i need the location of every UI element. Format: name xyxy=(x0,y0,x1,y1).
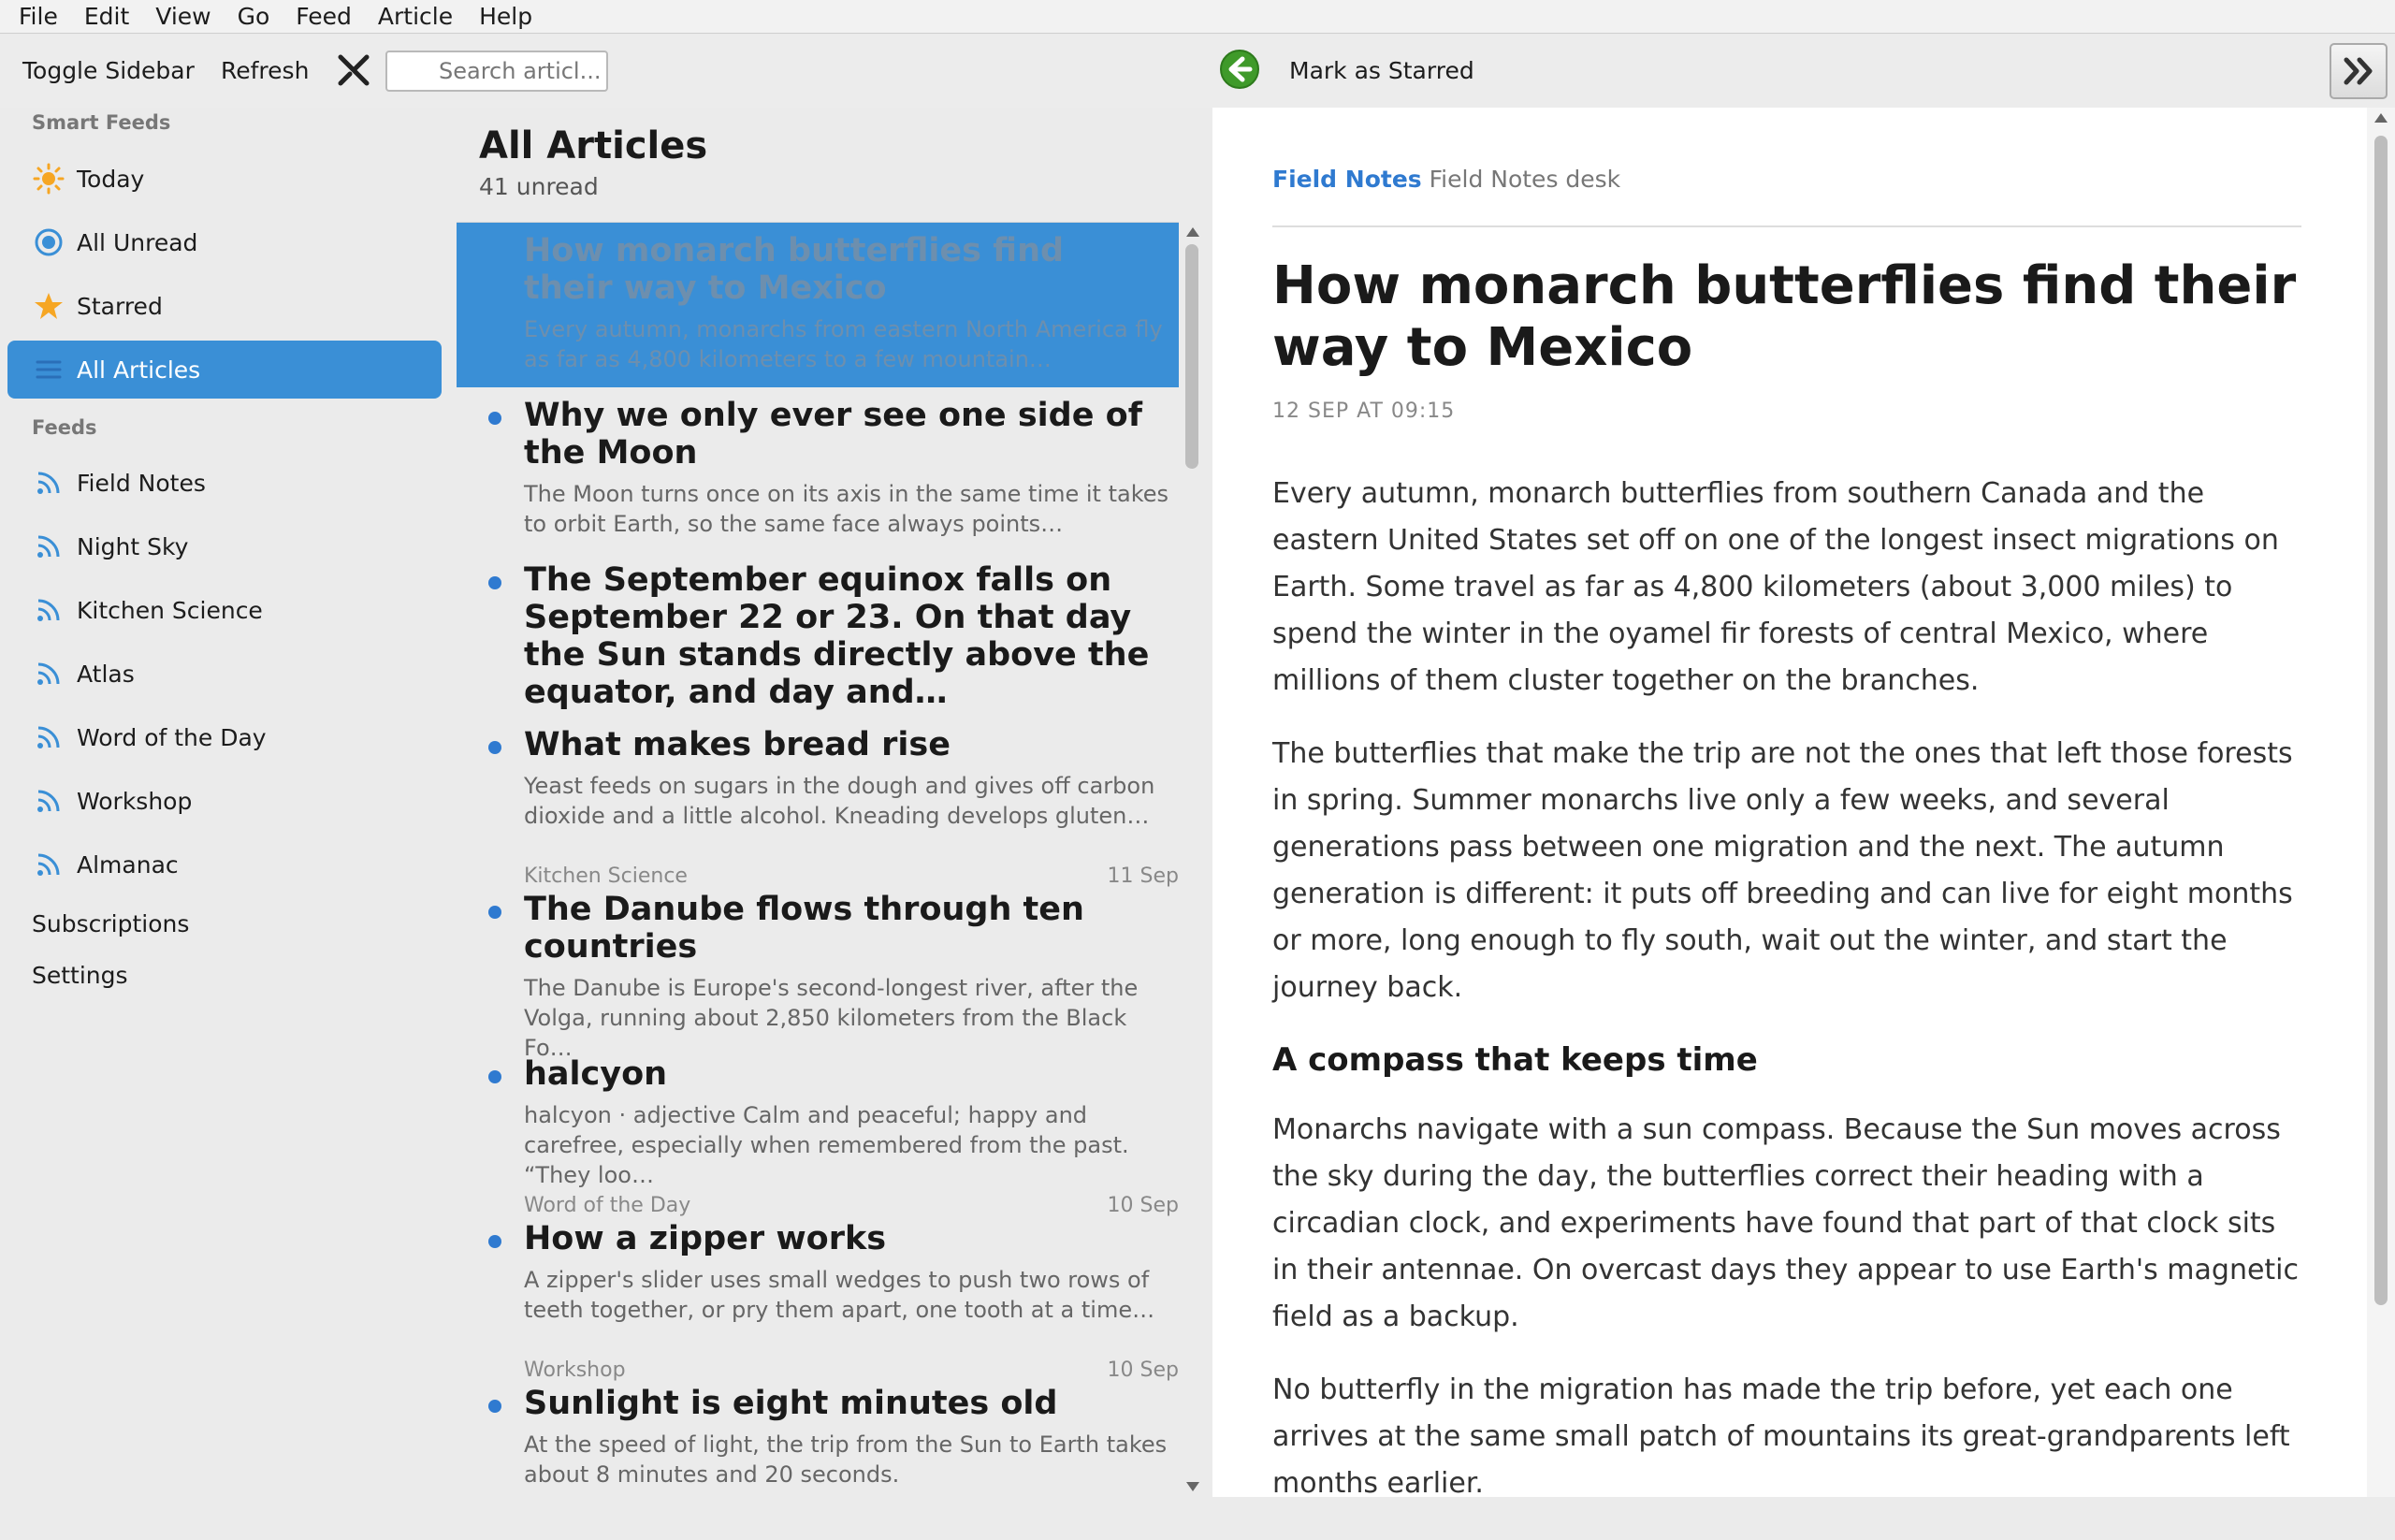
article-title: How a zipper works xyxy=(524,1220,887,1257)
article-title: What makes bread rise xyxy=(524,726,951,763)
article-summary: Every autumn, monarchs from eastern North America fly as far as 4,800 kilometers to a few mountain… xyxy=(524,316,1163,372)
sidebar-item-label: All Unread xyxy=(77,228,198,256)
article-list-scrollbar[interactable] xyxy=(1179,222,1205,1497)
article-title: halcyon xyxy=(524,1055,668,1093)
list-icon xyxy=(34,355,64,385)
scroll-up-arrow-icon[interactable] xyxy=(2374,113,2388,123)
sun-icon xyxy=(34,164,64,194)
menu-go[interactable]: Go xyxy=(237,2,270,30)
unread-dot xyxy=(488,906,501,919)
article-item[interactable] xyxy=(457,387,1179,552)
mark-starred-button[interactable]: Mark as Starred xyxy=(1289,57,1474,84)
menu-help[interactable]: Help xyxy=(479,2,533,30)
rss-icon xyxy=(34,468,64,498)
article-item[interactable] xyxy=(457,881,1179,1061)
sidebar-item-label: All Articles xyxy=(77,356,201,384)
article-item[interactable] xyxy=(457,1375,1179,1540)
star-icon xyxy=(34,291,64,321)
article-date: 11 Sep xyxy=(1107,864,1179,888)
sidebar xyxy=(0,108,453,1497)
article-summary: The Moon turns once on its axis in the same time it takes to orbit Earth, so the same face always points… xyxy=(524,481,1169,537)
sidebar-item-all-unread[interactable] xyxy=(7,213,442,271)
menu-view[interactable]: View xyxy=(155,2,211,30)
article-item[interactable] xyxy=(457,1211,1179,1382)
article-summary: A zipper's slider uses small wedges to push two rows of teeth together, or pry them apart, one tooth at a time… xyxy=(524,1267,1155,1323)
sidebar-item-label: Atlas xyxy=(77,660,135,688)
sidebar-feed-word-of-the-day[interactable] xyxy=(7,708,442,766)
menu-bar xyxy=(0,0,2395,34)
sidebar-item-label: Night Sky xyxy=(77,532,189,560)
scrollbar-thumb[interactable] xyxy=(1185,244,1198,469)
article-item[interactable] xyxy=(457,717,1179,888)
sidebar-item-label: Field Notes xyxy=(77,469,206,497)
smart-feeds-heading: Smart Feeds xyxy=(32,111,171,134)
article-reader xyxy=(1212,108,2367,1500)
article-title: How monarch butterflies find their way to Mexico xyxy=(524,232,1065,307)
article-feed: Kitchen Science xyxy=(524,864,688,888)
reader-scrollbar[interactable] xyxy=(2367,108,2395,1497)
scroll-up-arrow-icon[interactable] xyxy=(1186,227,1199,237)
article-list-pane xyxy=(457,108,1205,1497)
body-paragraph: Monarchs navigate with a sun compass. Because the Sun moves across the sky during the day, the butterflies correct their heading with a circadian clock, and experiments have found that part of that clock sits in their antennae. On overcast days they appear to use Earth's magnetic field as a backup. xyxy=(1272,1113,2300,1333)
menu-edit[interactable]: Edit xyxy=(83,2,130,30)
sidebar-feed-almanac[interactable] xyxy=(7,835,442,893)
sidebar-item-label: Word of the Day xyxy=(77,723,267,751)
article-date: 10 Sep xyxy=(1107,1194,1179,1217)
article-item[interactable] xyxy=(457,552,1179,717)
rss-icon xyxy=(34,659,64,689)
rss-icon xyxy=(34,722,64,752)
divider xyxy=(1272,225,2301,227)
toolbar xyxy=(0,35,2395,108)
unread-dot xyxy=(488,412,501,425)
body-paragraph: The butterflies that make the trip are not the ones that left those forests in spring. Summer monarchs live only a few weeks, and several generations pass between one migration and the next. The autumn generation is different: it puts off breeding and can live for eight months or more, long enough to fly south, wait out the winter, and start the journey back. xyxy=(1272,737,2293,1004)
sidebar-feed-kitchen-science[interactable] xyxy=(7,581,442,639)
rss-icon xyxy=(34,595,64,625)
sidebar-item-starred[interactable] xyxy=(7,277,442,335)
article-item[interactable] xyxy=(457,1046,1179,1217)
sidebar-feed-workshop[interactable] xyxy=(7,772,442,830)
refresh-button[interactable]: Refresh xyxy=(221,57,310,84)
search-input[interactable] xyxy=(385,51,608,92)
unread-dot xyxy=(488,1070,501,1083)
expand-panel-button[interactable] xyxy=(2330,43,2388,99)
double-chevron-right-icon xyxy=(2331,45,2386,97)
sidebar-item-label: Workshop xyxy=(77,787,193,815)
sidebar-item-today[interactable] xyxy=(7,150,442,208)
article-title: The Danube flows through ten countries xyxy=(524,891,1084,966)
article-summary: Yeast feeds on sugars in the dough and gives off carbon dioxide and a little alcohol. Kneading develops gluten… xyxy=(524,773,1155,829)
feed-name-link[interactable]: Field Notes xyxy=(1272,166,1422,193)
sidebar-item-all-articles[interactable] xyxy=(7,341,442,399)
article-heading: How monarch butterflies find their way to Mexico xyxy=(1272,255,2297,378)
article-summary: halcyon · adjective Calm and peaceful; happy and carefree, especially when remembered from the past. “They loo… xyxy=(524,1102,1129,1188)
body-paragraph: No butterfly in the migration has made the trip before, yet each one arrives at the same small patch of mountains its great-grandparents left months earlier. xyxy=(1272,1373,2290,1500)
article-summary: At the speed of light, the trip from the Sun to Earth takes about 8 minutes and 20 seconds. xyxy=(524,1431,1168,1488)
subscriptions-link[interactable]: Subscriptions xyxy=(32,910,190,937)
article-title: Sunlight is eight minutes old xyxy=(524,1385,1058,1422)
article-list[interactable] xyxy=(457,222,1179,1497)
article-date: 12 SEP AT 09:15 xyxy=(1272,400,1456,423)
list-title: All Articles xyxy=(479,124,708,167)
rss-icon xyxy=(34,786,64,816)
sidebar-item-label: Kitchen Science xyxy=(77,596,263,624)
sidebar-item-label: Today xyxy=(77,165,145,193)
article-date: 10 Sep xyxy=(1107,1358,1179,1382)
unread-dot xyxy=(488,1235,501,1248)
scroll-down-arrow-icon[interactable] xyxy=(1186,1482,1199,1491)
body-paragraph: Every autumn, monarch butterflies from southern Canada and the eastern United States set off on one of the longest insect migrations on Earth. Some travel as far as 4,800 kilometers (about 3,000 miles) to spend the winter in the oyamel fir forests of central Mexico, where millions of them cluster together on the branches. xyxy=(1272,477,2279,697)
unread-dot xyxy=(488,741,501,754)
menu-file[interactable]: File xyxy=(19,2,58,30)
sidebar-feed-atlas[interactable] xyxy=(7,645,442,703)
rss-icon xyxy=(34,850,64,879)
sidebar-feed-night-sky[interactable] xyxy=(7,517,442,575)
toggle-sidebar-button[interactable]: Toggle Sidebar xyxy=(22,57,195,84)
unread-icon xyxy=(34,227,64,257)
rss-icon xyxy=(34,531,64,561)
menu-article[interactable]: Article xyxy=(377,2,454,30)
article-list-header xyxy=(457,108,1177,222)
close-icon[interactable] xyxy=(335,51,372,89)
feeds-heading: Feeds xyxy=(32,416,97,439)
unread-count: 41 unread xyxy=(479,173,599,200)
unread-dot xyxy=(488,1400,501,1413)
article-feed: Workshop xyxy=(524,1358,626,1382)
menu-feed[interactable]: Feed xyxy=(296,2,352,30)
feed-author: Field Notes desk xyxy=(1429,166,1621,193)
article-feed: Word of the Day xyxy=(524,1194,691,1217)
settings-link[interactable]: Settings xyxy=(32,962,128,989)
sidebar-item-label: Starred xyxy=(77,292,163,320)
article-source xyxy=(1272,166,1620,193)
article-item-selected[interactable] xyxy=(457,223,1179,387)
article-title: Why we only ever see one side of the Moon xyxy=(524,397,1142,472)
article-title: The September equinox falls on September 22 or 23. On that day the Sun stands directly above the equator, and day and… xyxy=(524,561,1150,711)
sidebar-item-label: Almanac xyxy=(77,850,179,879)
section-heading: A compass that keeps time xyxy=(1272,1041,1758,1079)
unread-dot xyxy=(488,576,501,589)
sidebar-feed-field-notes[interactable] xyxy=(7,454,442,512)
article-body xyxy=(1272,471,2301,1533)
scrollbar-thumb[interactable] xyxy=(2374,136,2388,1305)
back-arrow-icon[interactable] xyxy=(1219,49,1260,90)
article-summary: The Danube is Europe's second-longest river, after the Volga, running about 2,850 kilometers from the Black Fo… xyxy=(524,975,1139,1061)
